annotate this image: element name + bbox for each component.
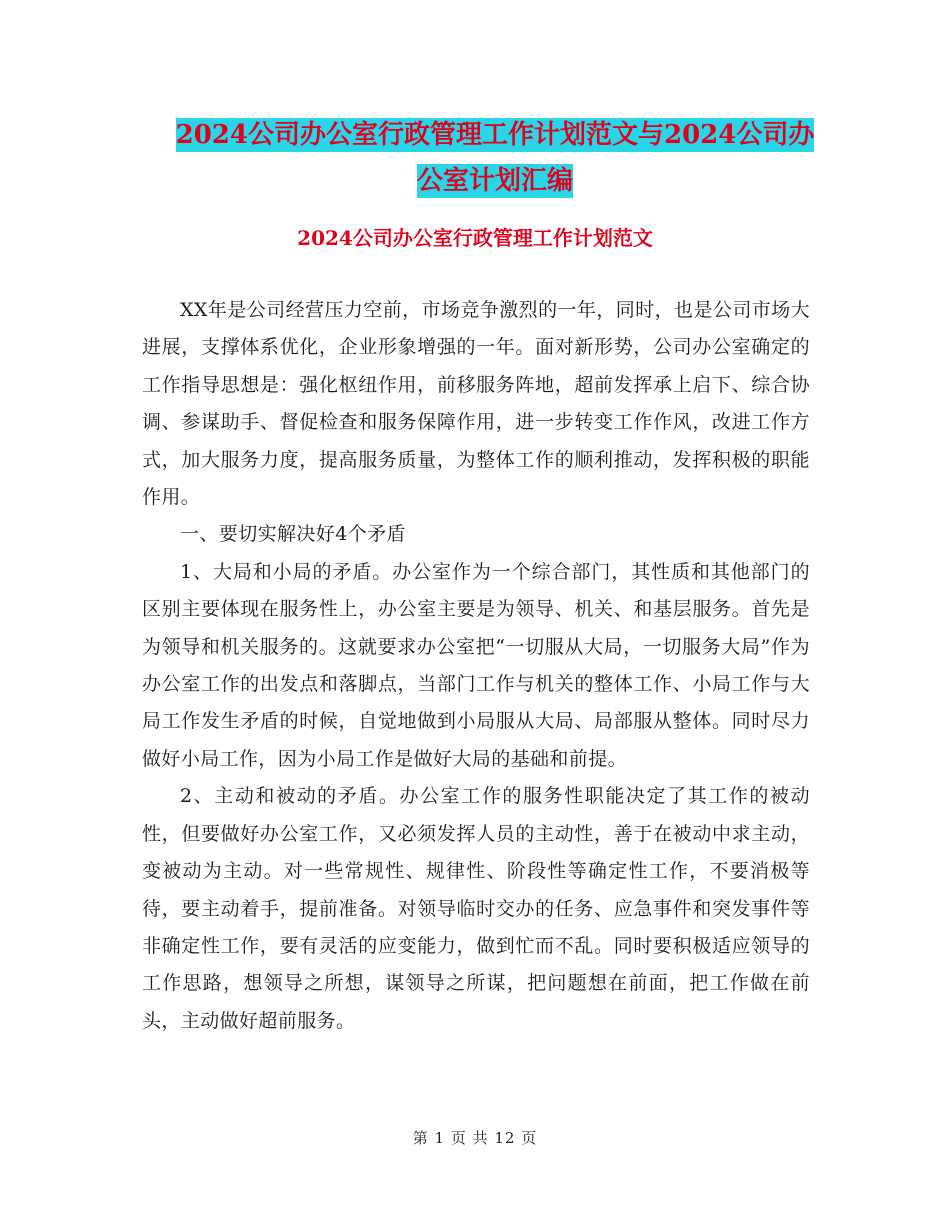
paragraph-intro: XX年是公司经营压力空前，市场竞争激烈的一年，同时，也是公司市场大进展，支撑体系优化，企业形象增强的一年。面对新形势，公司办公室确定的工作指导思想是：强化枢纽作用，前移服务阵地，超前发挥承上启下、综合协调、参谋助手、督促检查和服务保障作用，进一步转变工作作风，改进工作方式，加大服务力度，提高服务质量，为整体工作的顺利推动，发挥积极的职能作用。 [142, 299, 810, 509]
document-body [142, 292, 810, 1040]
paragraph-item-1: 1、大局和小局的矛盾。办公室作为一个综合部门，其性质和其他部门的区别主要体现在服务性上，办公室主要是为领导、机关、和基层服务。首先是为领导和机关服务的。这就要求办公室把“一切服从大局，一切服务大局”作为办公室工作的出发点和落脚点，当部门工作与机关的整体工作、小局工作与大局工作发生矛盾的时候，自觉地做到小局服从大局、局部服从整体。同时尽力做好小局工作，因为小局工作是做好大局的基础和前提。 [142, 560, 810, 770]
paragraph-item-2: 2、主动和被动的矛盾。办公室工作的服务性职能决定了其工作的被动性，但要做好办公室工作，又必须发挥人员的主动性，善于在被动中求主动，变被动为主动。对一些常规性、规律性、阶段性等确定性工作，不要消极等待，要主动着手，提前准备。对领导临时交办的任务、应急事件和突发事件等非确定性工作，要有灵活的应变能力，做到忙而不乱。同时要积极适应领导的工作思路，想领导之所想，谋领导之所谋，把问题想在前面，把工作做在前头，主动做好超前服务。 [142, 785, 810, 1032]
document-title [140, 112, 850, 204]
title-line-1: 2024公司办公室行政管理工作计划范文与2024公司办 [175, 120, 815, 150]
section-title: 2024公司办公室行政管理工作计划范文 [297, 226, 653, 250]
paragraph-heading: 一、要切实解决好4个矛盾 [180, 523, 406, 546]
title-line-2: 公室计划汇编 [416, 166, 573, 196]
page-footer: 第 1 页 共 12 页 [412, 1129, 538, 1147]
